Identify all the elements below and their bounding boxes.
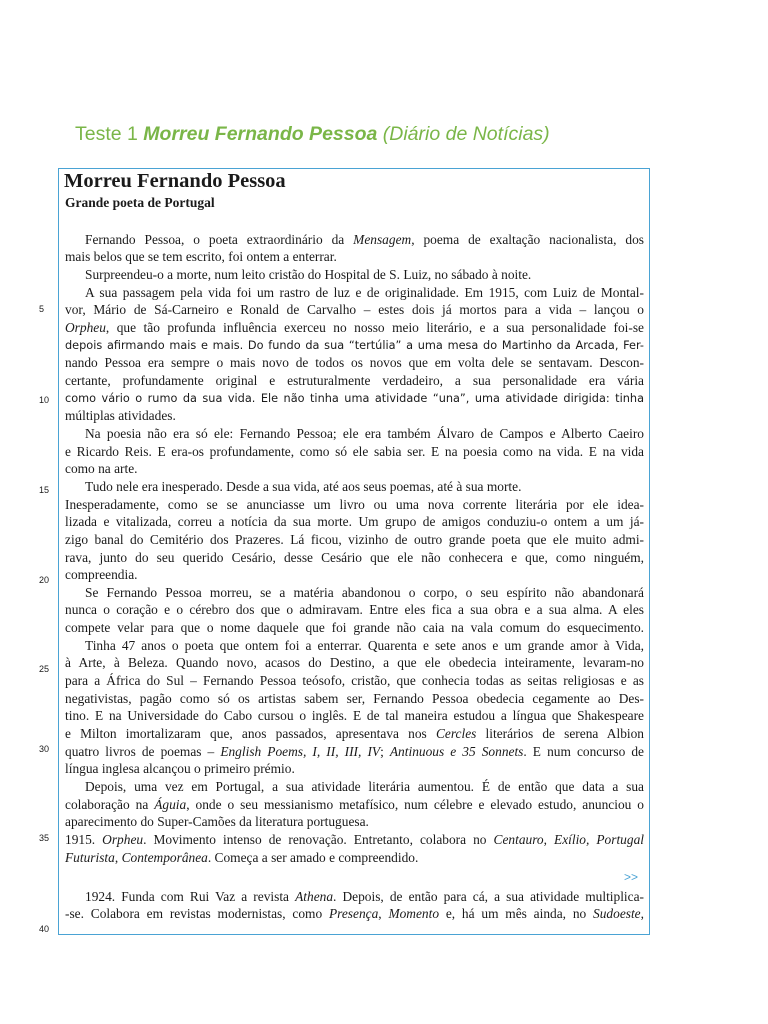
article-line: como vário o rumo da sua vida. Ele não tinha uma atividade “una”, uma atividade dirigida: tinha: [65, 392, 644, 405]
article-title: Morreu Fernando Pessoa: [64, 170, 286, 192]
article-subtitle: Grande poeta de Portugal: [65, 195, 215, 210]
article-line: Surpreendeu-o a morte, num leito cristão do Hospital de S. Luiz, no sábado à noite.: [85, 267, 532, 282]
article-line: múltiplas atividades.: [65, 408, 176, 423]
heading-source: (Diário de Notícias): [377, 123, 550, 145]
article-line: 1924. Funda com Rui Vaz a revista Athena. Depois, de então para cá, a sua atividade multiplica-: [85, 889, 644, 904]
article-line: Futurista, Contemporânea. Começa a ser amado e compreendido.: [65, 850, 419, 865]
article-line: para a África do Sul – Fernando Pessoa teósofo, cristão, que conhecia todas as seitas religiosas e as: [65, 673, 644, 688]
line-number: 20: [39, 575, 50, 585]
line-number: 25: [39, 664, 50, 674]
line-number: 40: [39, 924, 50, 934]
article-line: e Ricardo Reis. E era-os profundamente, como só ele sabia ser. E na poesia como na vida. E na vida: [65, 444, 644, 459]
page-heading: [75, 123, 550, 146]
article-line: à Arte, à Beleza. Quando novo, acasos do Destino, a que ele obedecia inteiramente, levaram-no: [65, 655, 644, 670]
article-line: língua inglesa alcançou o primeiro prémio.: [65, 761, 295, 776]
article-line: 1915. Orpheu. Movimento intenso de renovação. Entretanto, colabora no Centauro, Exílio, Portugal: [65, 832, 644, 847]
article-line: e Milton imortalizaram que, anos passados, apresentava nos Cercles literários de serena Albion: [65, 726, 644, 741]
article-line: Se Fernando Pessoa morreu, se a matéria abandonou o corpo, o seu espírito não abandonará: [85, 585, 644, 600]
line-number: 15: [39, 485, 50, 495]
article-line: depois afirmando mais e mais. Do fundo da sua “tertúlia” a uma mesa do Martinho da Arcada, Fer-: [65, 339, 644, 352]
line-number: 30: [39, 744, 50, 754]
article-line: Inesperadamente, como se se anunciasse um livro ou uma nova corrente literária por ele idea-: [65, 497, 644, 512]
article-line: vor, Mário de Sá-Carneiro e Ronald de Carvalho – estes dois já mortos para a vida – lançou o: [65, 302, 644, 317]
article-line: zigo banal do Cemitério dos Prazeres. Lá ficou, vizinho de outro grande poeta que ele muito admi-: [65, 532, 644, 547]
article-line: nunca o coração e o cérebro dos que o admiravam. Entre eles fica a sua obra e a sua alma. A eles: [65, 602, 644, 617]
heading-title: Morreu Fernando Pessoa: [143, 123, 378, 145]
article-line: Tinha 47 anos o poeta que ontem foi a enterrar. Quarenta e sete anos e um grande amor à Vida,: [85, 638, 644, 653]
article-line: negativistas, pagão como só os artistas sabem ser, Fernando Pessoa obedecia cegamente ao Des-: [65, 691, 644, 706]
line-number: 35: [39, 833, 50, 843]
article-line: mais belos que se tem escrito, foi ontem a enterrar.: [65, 249, 337, 264]
continue-marker: >>: [624, 870, 639, 884]
article-line: A sua passagem pela vida foi um rastro de luz e de originalidade. Em 1915, com Luiz de Montal-: [85, 285, 644, 300]
article-line: Orpheu, que tão profunda influência exerceu no nosso meio literário, e a sua personalidade foi-se: [65, 320, 644, 335]
article-line: compete velar para que o nome daquele que foi grande não caia na vala comum do esquecimento.: [65, 620, 644, 635]
article-line: aparecimento do Super-Camões da literatura portuguesa.: [65, 814, 369, 829]
article-line: Tudo nele era inesperado. Desde a sua vida, até aos seus poemas, até à sua morte.: [85, 479, 522, 494]
article-line: Na poesia não era só ele: Fernando Pessoa; ele era também Álvaro de Campos e Alberto Caeiro: [85, 426, 644, 441]
article-line: Fernando Pessoa, o poeta extraordinário da Mensagem, poema de exaltação nacionalista, dos: [85, 232, 644, 247]
article-line: certante, profundamente original e estruturalmente verdadeiro, a sua personalidade era vária: [65, 373, 644, 388]
article-line: colaboração na Águia, onde o seu messianismo metafísico, num célebre e elevado estudo, anunciou o: [65, 797, 644, 812]
article-line: tino. E na Universidade do Cabo cursou o inglês. E de tal maneira estudou a língua que Shakespeare: [65, 708, 644, 723]
article-line: rava, junto do seu querido Cesário, desse Cesário que ele não conhecera e que, como ninguém,: [65, 550, 644, 565]
line-number: 5: [39, 304, 45, 314]
article-line: Depois, uma vez em Portugal, a sua atividade literária aumentou. É de então que data a sua: [85, 779, 644, 794]
line-number: 10: [39, 395, 50, 405]
article-line: lizada e vitalizada, correu a notícia da sua morte. Um grupo de amigos conduziu-o ontem a um já-: [65, 514, 644, 529]
article-line: -se. Colabora em revistas modernistas, como Presença, Momento e, há um mês ainda, no Sudoeste,: [65, 906, 644, 921]
article-line: nando Pessoa era sempre o mais novo de todos os novos que em volta dele se sentavam. Descon-: [65, 355, 644, 370]
article-line: quatro livros de poemas – English Poems, I, II, III, IV; Antinuous e 35 Sonnets. E num concurso de: [65, 744, 644, 759]
heading-prefix: Teste 1: [75, 123, 144, 145]
article-line: compreendia.: [65, 567, 138, 582]
article-line: como na arte.: [65, 461, 138, 476]
